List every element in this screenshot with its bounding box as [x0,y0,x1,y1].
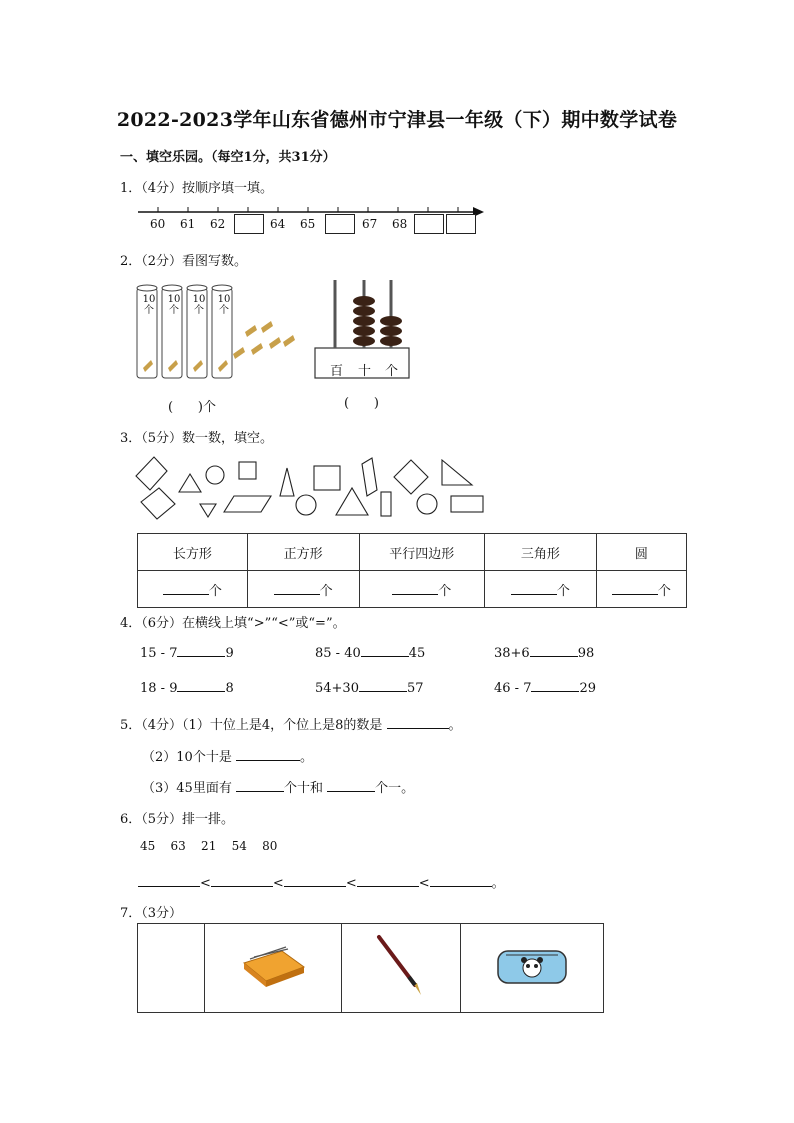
header-parallelogram: 平行四边形 [359,534,484,571]
q2-answer-2[interactable]: ( ) [344,396,379,411]
q3-label: 3．（5分）数一数，填空。 [120,431,274,446]
answer-cell[interactable]: 个 [138,571,248,608]
nl-number: 64 [270,217,286,231]
abacus-bead [353,316,375,326]
nl-answer-box[interactable] [446,214,476,234]
answer-cell[interactable]: 个 [596,571,686,608]
pencil-case-cell [461,924,604,1013]
q2-label: 2．（2分）看图写数。 [120,254,248,269]
compare-item: 38+6 98 [494,646,595,661]
nl-number: 61 [180,217,196,231]
compare-item: 46 - 7 29 [494,681,597,696]
q5-part2: （2）10个十是 。 [142,750,313,765]
answer-blank[interactable] [138,886,200,887]
page-title: 2022-2023学年山东省德州市宁津县一年级（下）期中数学试卷 [116,109,678,131]
header-rectangle: 长方形 [138,534,248,571]
q1-label: 1．（4分）按顺序填一填。 [120,181,274,196]
answer-cell[interactable]: 个 [359,571,484,608]
nl-number: 65 [300,217,316,231]
compare-item: 18 - 9 8 [140,681,234,696]
q5-part1: 5．（4分）（1）十位上是4，个位上是8的数是 。 [120,718,462,733]
answer-blank[interactable] [236,760,300,761]
table-answer-row [138,571,687,608]
notebook-cell [205,924,342,1013]
q2-answer-1[interactable]: ( )个 [168,400,216,415]
tube-label: 10 个 [142,294,156,316]
compare-item: 54+30 57 [315,681,424,696]
nl-number: 60 [150,217,166,231]
number-line [138,200,488,240]
q6-order-row: < < < < 。 [138,872,505,891]
answer-blank[interactable] [357,886,419,887]
items-blank-cell [138,924,205,1013]
q7-label: 7．（3分） [120,906,183,921]
header-square: 正方形 [247,534,359,571]
pen-cell [342,924,461,1013]
abacus-label-ones: 个 [385,364,399,379]
tube-label: 10 个 [192,294,206,316]
compare-item: 15 - 7 9 [140,646,234,661]
shapes-figure [132,452,487,524]
abacus-bead [353,336,375,346]
q6-label: 6．（5分）排一排。 [120,812,235,827]
nl-number: 62 [210,217,226,231]
abacus-bead [380,326,402,336]
nl-number: 67 [362,217,378,231]
pen-icon [371,933,431,999]
items-table [137,923,604,1013]
pencil-case-icon [492,941,572,991]
abacus-bead [353,306,375,316]
header-circle: 圆 [596,534,686,571]
section-heading: 一、填空乐园。（每空1分，共31分） [120,150,336,165]
answer-blank[interactable] [236,791,284,792]
answer-blank[interactable] [327,791,375,792]
nl-answer-box[interactable] [414,214,444,234]
nl-answer-box[interactable] [234,214,264,234]
nl-answer-box[interactable] [325,214,355,234]
q4-label: 4．（6分）在横线上填“>”“<”或“=”。 [120,616,346,631]
answer-blank[interactable] [284,886,346,887]
answer-cell[interactable]: 个 [247,571,359,608]
abacus-label-hundreds: 百 [330,364,344,379]
header-triangle: 三角形 [485,534,597,571]
q5-part3: （3）45里面有 个十和 个一。 [142,781,415,796]
notebook-icon [238,941,308,991]
abacus-bead [353,326,375,336]
shapes-count-table [137,533,687,608]
q6-numbers: 45 63 21 54 80 [140,839,278,853]
table-header-row [138,534,687,571]
answer-blank[interactable] [211,886,273,887]
nl-number: 68 [392,217,408,231]
tube-label: 10 个 [217,294,231,316]
abacus-bead [380,316,402,326]
abacus-bead [380,336,402,346]
compare-item: 85 - 40 45 [315,646,426,661]
tube-label: 10 个 [167,294,181,316]
abacus-bead [353,296,375,306]
answer-blank[interactable] [430,886,492,887]
answer-cell[interactable]: 个 [485,571,597,608]
abacus-label-tens: 十 [358,364,372,379]
answer-blank[interactable] [387,728,449,729]
